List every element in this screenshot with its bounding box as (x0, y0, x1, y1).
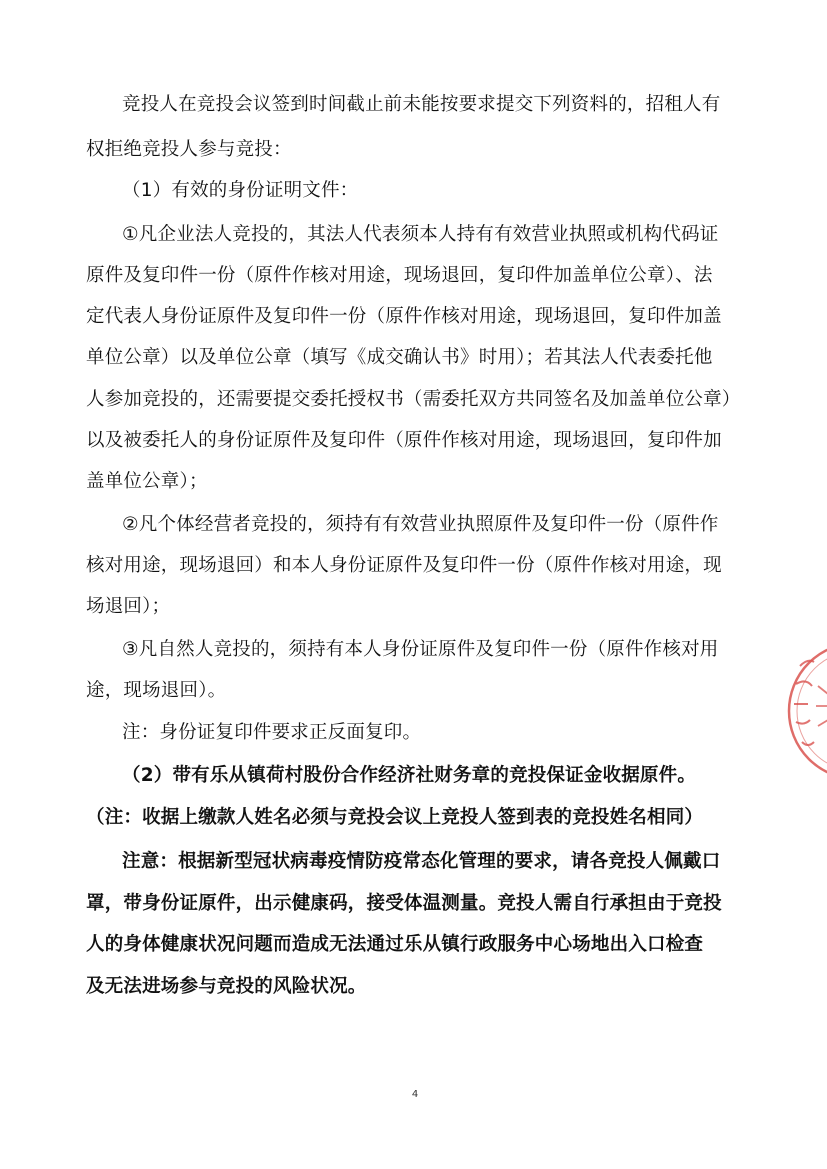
item-1-line-4: 单位公章）以及单位公章（填写《成交确认书》时用）；若其法人代表委托他 (86, 347, 713, 368)
item-1-line-6: 以及被委托人的身份证原件及复印件（原件作核对用途，现场退回，复印件加 (86, 430, 722, 451)
notice-line-2: 罩，带身份证原件，出示健康码，接受体温测量。竞投人需自行承担由于竞投 (86, 893, 722, 914)
item-3-line-2: 途，现场退回）。 (86, 680, 227, 701)
notice-line-1: 注意：根据新型冠状病毒疫情防疫常态化管理的要求，请各竞投人佩戴口 (122, 851, 721, 872)
paragraph-intro-line-2: 权拒绝竞投人参与竞投： (86, 139, 292, 160)
notice-line-3: 人的身体健康状况问题而造成无法通过乐从镇行政服务中心场地出入口检查 (86, 934, 704, 955)
item-1-line-2: 原件及复印件一份（原件作核对用途，现场退回，复印件加盖单位公章）、法 (86, 265, 713, 286)
item-3-line-1: ③凡自然人竞投的，须持有本人身份证原件及复印件一份（原件作核对用 (122, 639, 719, 660)
id-copy-note: 注：身份证复印件要求正反面复印。 (122, 722, 422, 743)
page-number: 4 (411, 1089, 419, 1100)
section-2-note: （注：收据上缴款人姓名必须与竞投会议上竞投人签到表的竞投姓名相同） (86, 807, 704, 828)
section-1-heading: （1）有效的身份证明文件： (122, 180, 359, 201)
notice-line-4: 及无法进场参与竞投的风险状况。 (86, 976, 367, 997)
paragraph-intro-line-1: 竞投人在竞投会议签到时间截止前未能按要求提交下列资料的，招租人有 (122, 94, 721, 115)
item-1-line-3: 定代表人身份证原件及复印件一份（原件作核对用途，现场退回，复印件加盖 (86, 306, 722, 327)
item-2-line-3: 场退回）； (86, 596, 171, 617)
item-1-line-5: 人参加竞投的，还需要提交委托授权书（需委托双方共同签名及加盖单位公章） (86, 389, 741, 410)
item-1-line-1: ①凡企业法人竞投的，其法人代表须本人持有有效营业执照或机构代码证 (122, 224, 719, 245)
item-2-line-2: 核对用途，现场退回）和本人身份证原件及复印件一份（原件作核对用途，现 (86, 555, 722, 576)
item-1-line-7: 盖单位公章）； (86, 471, 208, 492)
red-seal-stamp (782, 626, 827, 796)
item-2-line-1: ②凡个体经营者竞投的，须持有有效营业执照原件及复印件一份（原件作 (122, 514, 719, 535)
section-2-heading: （2）带有乐从镇荷村股份合作经济社财务章的竞投保证金收据原件。 (122, 765, 697, 786)
